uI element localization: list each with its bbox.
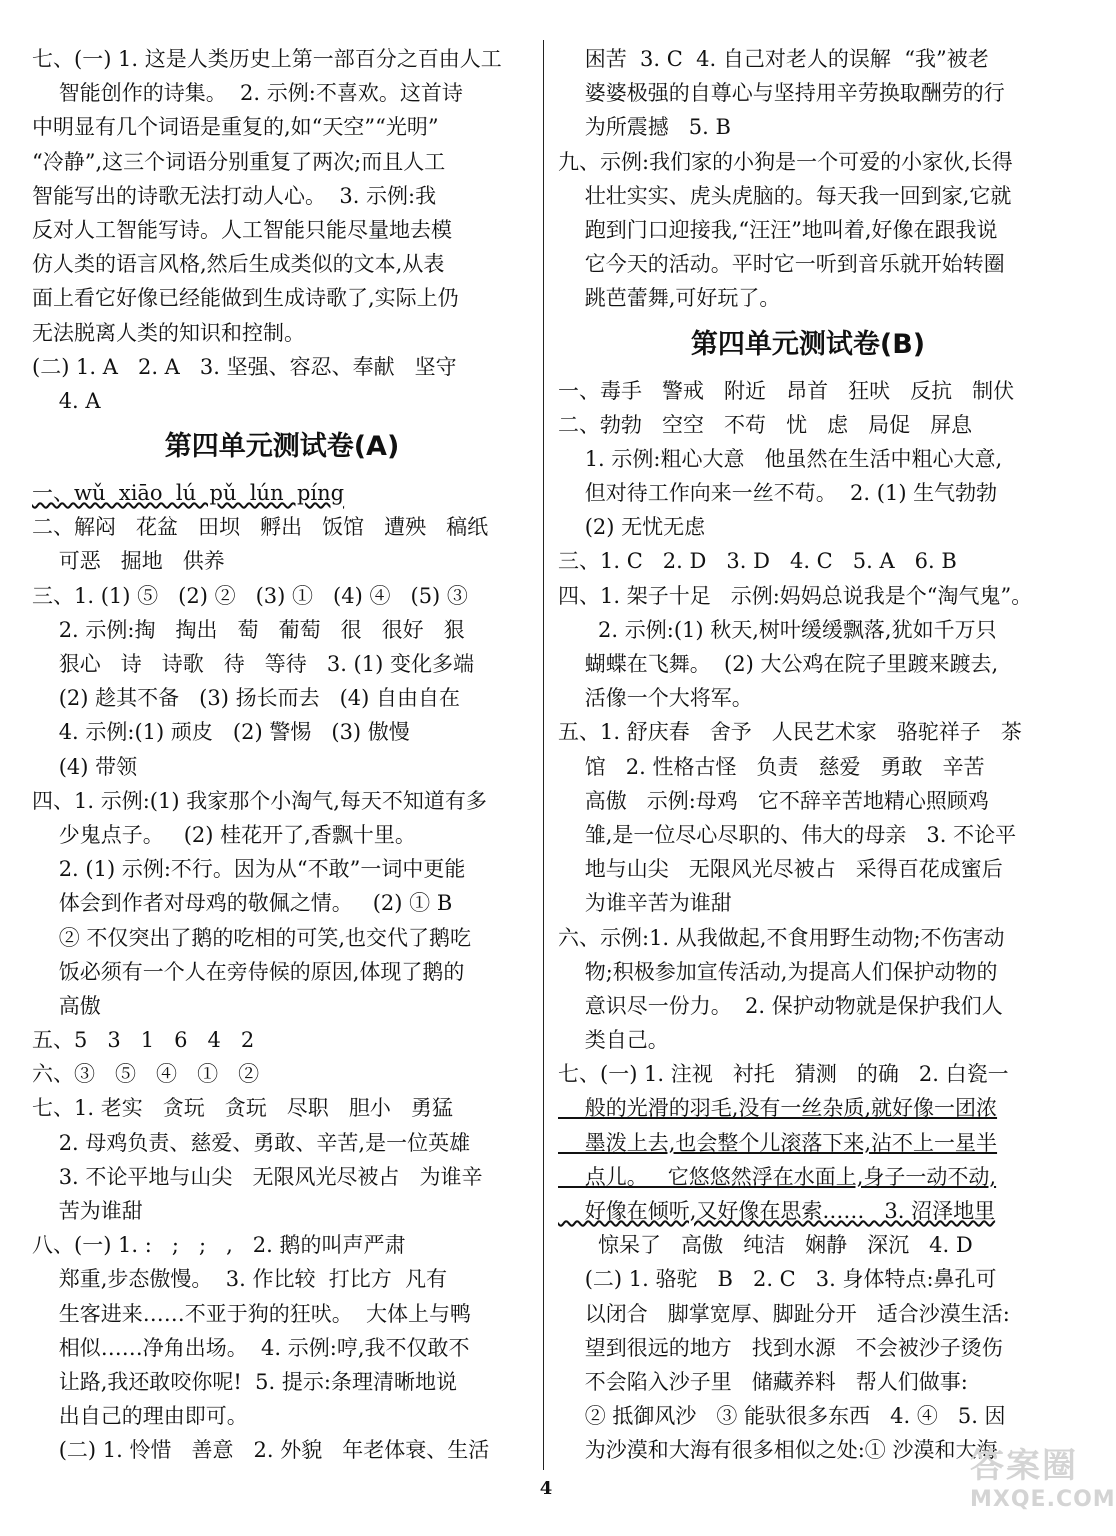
text-line: 蝴蝶在飞舞。 (2) 大公鸡在院子里踱来踱去, [558, 652, 999, 676]
text-line: 望到很远的地方 找到水源 不会被沙子烫伤 [558, 1335, 1003, 1360]
text-line: 类自己。 [558, 1028, 669, 1053]
text-line: 4. A [32, 388, 101, 413]
text-line: 1. 示例:粗心大意 他虽然在生活中粗心大意, [558, 446, 1003, 471]
text-line: 五、1. 舒庆春 舍予 人民艺术家 骆驼祥子 茶 [558, 720, 1022, 745]
text-line: 壮壮实实、虎头虎脑的。每天我一回到家,它就 [558, 183, 1012, 208]
text-line: 三、1. C 2. D 3. D 4. C 5. A 6. B [558, 549, 957, 574]
text-line: 物;积极参加宣传活动,为提高人们保护动物的 [558, 959, 998, 984]
section-title: 第四单元测试卷(A) [164, 431, 400, 463]
text-line: ② 抵御风沙 ③ 能驮很多东西 4. ④ 5. 因 [558, 1404, 1006, 1429]
text-line: 智能创作的诗集。 2. 示例:不喜欢。这首诗 [32, 81, 463, 106]
text-line: 七、(一) 1. 这是人类历史上第一部百分之百由人工 [32, 47, 502, 71]
text-line: 3. 不论平地与山尖 无限风光尽被占 为谁辛 [32, 1164, 483, 1189]
text-line: 狠心 诗 诗歌 待 等待 3. (1) 变化多端 [32, 652, 474, 676]
text-line: 郑重,步态傲慢。 3. 作比较 打比方 凡有 [32, 1267, 448, 1292]
section-title: 第四单元测试卷(B) [690, 328, 926, 360]
text-line: 反对人工智能写诗。人工智能只能尽量地去模 [32, 217, 452, 242]
text-line: 苦为谁甜 [32, 1199, 143, 1223]
text-line: 六、③ ⑤ ④ ① ② [32, 1062, 260, 1087]
text-line: 馆 2. 性格古怪 负责 慈爱 勇敢 辛苦 [558, 754, 985, 779]
text-line: 九、示例:我们家的小狗是一个可爱的小家伙,长得 [558, 149, 1013, 174]
text-line: 六、示例:1. 从我做起,不食用野生动物;不伤害动 [558, 925, 1005, 950]
text-line: 雏,是一位尽心尽职的、伟大的母亲 3. 不论平 [558, 822, 1017, 847]
text-line: 饭必须有一个人在旁侍候的原因,体现了鹅的 [32, 959, 465, 984]
text-line: (2) 无忧无虑 [558, 515, 706, 540]
text-line: 跑到门口迎接我,“汪汪”地叫着,好像在跟我说 [558, 217, 998, 242]
right-column [558, 42, 1058, 1468]
text-line: ② 不仅突出了鹅的吃相的可笑,也交代了鹅吃 [32, 925, 472, 950]
text-line: 4. 示例:(1) 顽皮 (2) 警惕 (3) 傲慢 [32, 720, 410, 745]
text-line: 困苦 3. C 4. 自己对老人的误解 “我”被老 [558, 47, 989, 71]
text-line: 八、(一) 1. : ; ; , 2. 鹅的叫声严肃 [32, 1233, 406, 1258]
text-line: 一、wǔ xiāo lú pǔ lún píng [32, 481, 345, 506]
left-column [32, 42, 532, 1468]
text-line: 意识尽一份力。 2. 保护动物就是保护我们人 [558, 993, 1003, 1018]
text-line: 七、(一) 1. 注视 衬托 猜测 的确 2. 白瓷一 [558, 1062, 1009, 1087]
text-line: (4) 带领 [32, 754, 138, 779]
text-line: 五、5 3 1 6 4 2 [32, 1028, 255, 1053]
column-divider [543, 40, 544, 1470]
text-line: 二、解闷 花盆 田坝 孵出 饭馆 遭殃 稿纸 [32, 515, 489, 540]
text-line: 2. 示例:(1) 秋天,树叶缓缓飘落,犹如千万只 [558, 617, 997, 642]
text-line: 为沙漠和大海有很多相似之处:① 沙漠和大海 [558, 1438, 998, 1463]
text-line: 二、勃勃 空空 不苟 忧 虑 局促 屏息 [558, 412, 973, 437]
text-line: 婆婆极强的自尊心与坚持用辛劳换取酬劳的行 [558, 81, 1005, 106]
text-line: 2. (1) 示例:不行。因为从“不敢”一词中更能 [32, 857, 466, 882]
text-line: 活像一个大将军。 [558, 686, 753, 711]
text-line: 好像在倾听,又好像在思索…… 3. 沼泽地里 [558, 1199, 996, 1223]
text-line: 为谁辛苦为谁甜 [558, 891, 732, 916]
text-line: (二) 1. A 2. A 3. 坚强、容忍、奉献 坚守 [32, 354, 457, 379]
text-line: 2. 母鸡负责、慈爱、勇敢、辛苦,是一位英雄 [32, 1130, 471, 1155]
text-line: 2. 示例:掏 掏出 萄 葡萄 很 很好 狠 [32, 617, 465, 642]
text-line: 般的光滑的羽毛,没有一丝杂质,就好像一团浓 [558, 1096, 998, 1121]
text-line: 七、1. 老实 贪玩 贪玩 尽职 胆小 勇猛 [32, 1096, 453, 1121]
text-line: (二) 1. 骆驼 B 2. C 3. 身体特点:鼻孔可 [558, 1267, 997, 1292]
text-line: (2) 趁其不备 (3) 扬长而去 (4) 自由自在 [32, 686, 461, 711]
text-line: 相似……净角出场。 4. 示例:哼,我不仅敢不 [32, 1335, 470, 1360]
text-line: 跳芭蕾舞,可好玩了。 [558, 286, 781, 311]
text-line: 地与山尖 无限风光尽被占 采得百花成蜜后 [558, 857, 1003, 882]
text-line: 四、1. 示例:(1) 我家那个小淘气,每天不知道有多 [32, 788, 487, 813]
text-line: 以闭合 脚掌宽厚、脚趾分开 适合沙漠生活: [558, 1301, 1010, 1326]
text-line: (二) 1. 怜惜 善意 2. 外貌 年老体衰、生活 [32, 1438, 490, 1463]
watermark-logo [970, 1438, 1116, 1528]
text-line: 高傲 示例:母鸡 它不辞辛苦地精心照顾鸡 [558, 788, 989, 813]
text-line: 仿人类的语言风格,然后生成类似的文本,从表 [32, 252, 445, 277]
text-line: 一、毒手 警戒 附近 昂首 狂吠 反抗 制伏 [558, 378, 1015, 403]
watermark-bottom-text: MXQE.COM [970, 1487, 1116, 1512]
text-line: 面上看它好像已经能做到生成诗歌了,实际上仍 [32, 286, 459, 311]
text-line: 但对待工作向来一丝不苟。 2. (1) 生气勃勃 [558, 481, 998, 506]
text-line: 不会陷入沙子里 储藏养料 帮人们做事: [558, 1369, 968, 1394]
text-line: 四、1. 架子十足 示例:妈妈总说我是个“淘气鬼”。 [558, 583, 1033, 608]
text-line: 点儿。 它悠悠然浮在水面上,身子一动不动, [558, 1164, 997, 1189]
text-line: 中明显有几个词语是重复的,如“天空”“光明” [32, 115, 439, 140]
text-line: 体会到作者对母鸡的敬佩之情。 (2) ① B [32, 891, 453, 916]
text-line: 高傲 [32, 993, 101, 1018]
text-line: 生客进来……不亚于狗的狂吠。 大体上与鸭 [32, 1301, 472, 1326]
text-line: 可恶 掘地 供养 [32, 549, 225, 574]
text-line: 三、1. (1) ⑤ (2) ② (3) ① (4) ④ (5) ③ [32, 583, 468, 608]
text-line: 惊呆了 高傲 纯洁 娴静 深沉 4. D [558, 1233, 973, 1258]
text-line: 让路,我还敢咬你呢! 5. 提示:条理清晰地说 [32, 1369, 457, 1394]
watermark-top-text: 答案圈 [970, 1446, 1078, 1486]
text-line: 智能写出的诗歌无法打动人心。 3. 示例:我 [32, 183, 437, 208]
text-line: 出自己的理由即可。 [32, 1404, 248, 1429]
text-line: 无法脱离人类的知识和控制。 [32, 320, 305, 345]
text-line: 少鬼点子。 (2) 桂花开了,香飘十里。 [32, 822, 416, 847]
text-line: 为所震撼 5. B [558, 115, 731, 140]
text-line: “冷静”,这三个词语分别重复了两次;而且人工 [32, 149, 446, 174]
text-line: 它今天的活动。平时它一听到音乐就开始转圈 [558, 252, 1005, 277]
text-line: 墨泼上去,也会整个儿滚落下来,沾不上一星半 [558, 1130, 998, 1155]
page-number: 4 [539, 1478, 553, 1499]
